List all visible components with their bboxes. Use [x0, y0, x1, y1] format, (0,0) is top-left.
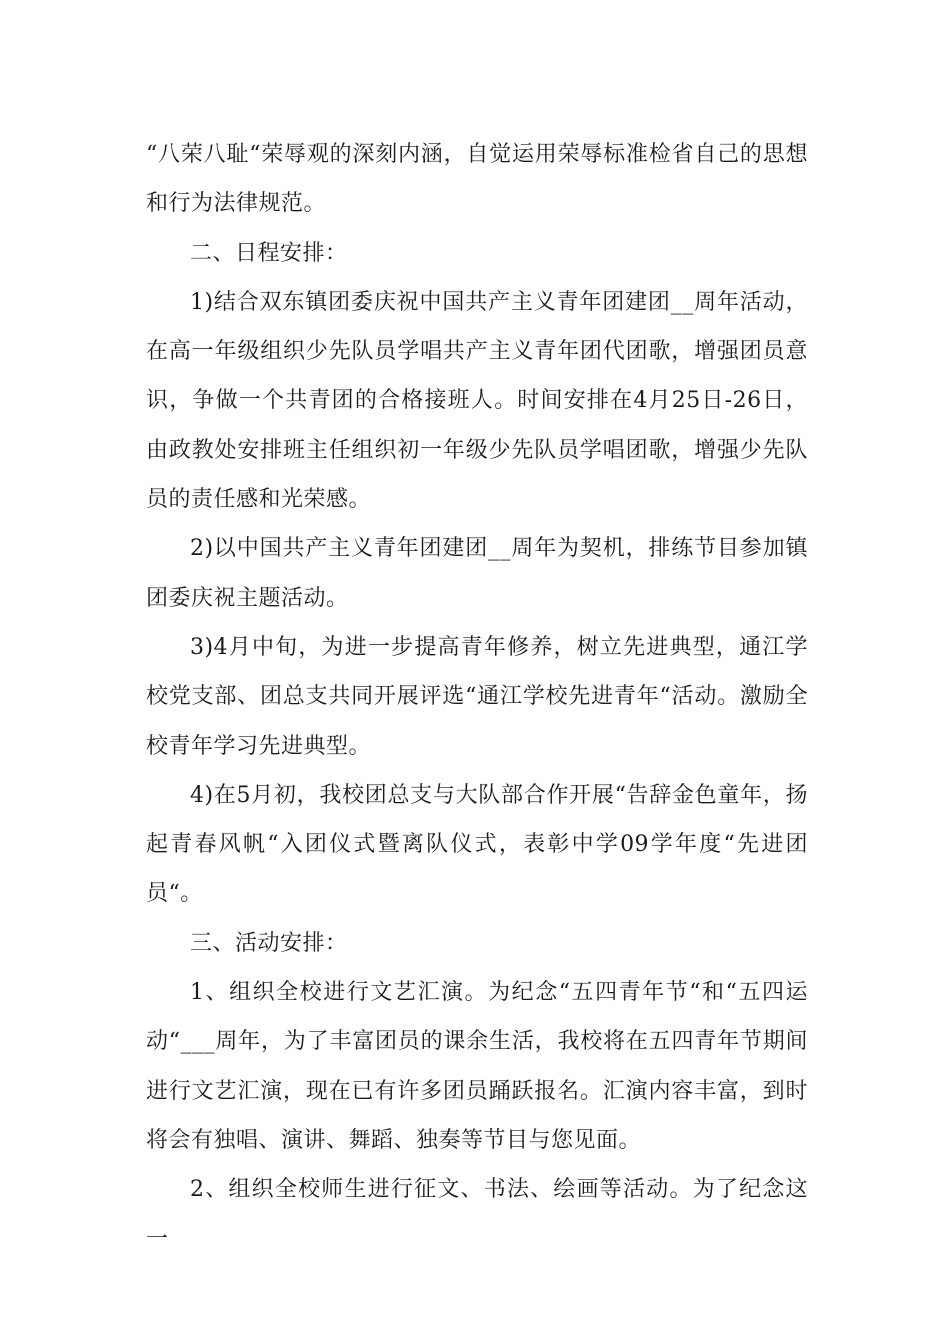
paragraph-continuation: “八荣八耻“荣辱观的深刻内涵，自觉运用荣辱标准检省自己的思想和行为法律规范。 [146, 142, 808, 217]
document-body [146, 130, 808, 1264]
paragraph-schedule-item-1: 1)结合双东镇团委庆祝中国共产主义青年团建团__周年活动，在高一年级组织少先队员学唱共产主义青年团代团歌，增强团员意识，争做一个共青团的合格接班人。时间安排在4月25日-26日，由政教处安排班主任组织初一年级少先队员学唱团歌，增强少先队员的责任感和光荣感。 [146, 289, 808, 513]
paragraph-schedule-item-3: 3)4月中旬，为进一步提高青年修养，树立先进典型，通江学校党支部、团总支共同开展评选“通江学校先进青年“活动。激励全校青年学习先进典型。 [146, 634, 808, 759]
paragraph-schedule-item-4: 4)在5月初，我校团总支与大队部合作开展“告辞金色童年，扬起青春风帆“入团仪式暨离队仪式，表彰中学09学年度“先进团员“。 [146, 782, 808, 907]
section-heading-schedule: 二、日程安排： [190, 240, 348, 266]
paragraph-schedule-item-2: 2)以中国共产主义青年团建团__周年为契机，排练节目参加镇团委庆祝主题活动。 [146, 536, 808, 611]
paragraph-activity-item-2: 2、组织全校师生进行征文、书法、绘画等活动。为了纪念这一 [146, 1177, 808, 1252]
paragraph-activity-item-1: 1、组织全校进行文艺汇演。为纪念“五四青年节“和“五四运动“___周年，为了丰富团员的课余生活，我校将在五四青年节期间进行文艺汇演，现在已有许多团员踊跃报名。汇演内容丰富，到时将会有独唱、演讲、舞蹈、独奏等节目与您见面。 [146, 980, 808, 1153]
section-heading-activities: 三、活动安排： [190, 930, 348, 956]
